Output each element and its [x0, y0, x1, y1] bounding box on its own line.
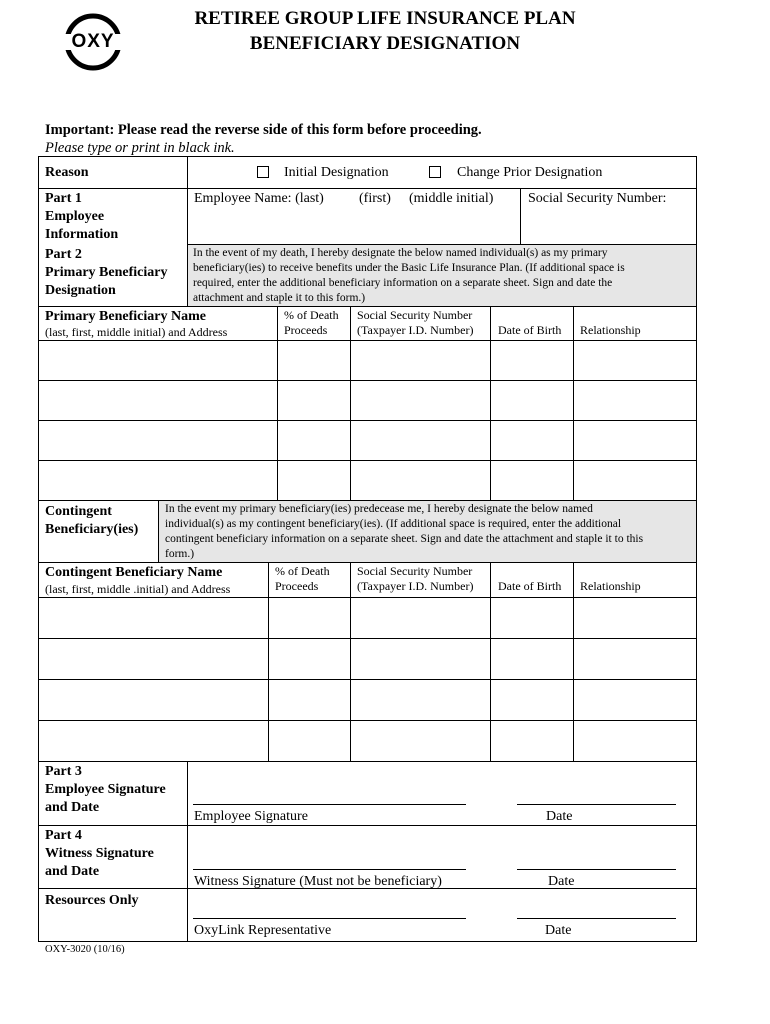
form-number: OXY-3020 (10/16)	[45, 944, 125, 955]
part2-text-line2: beneficiary(ies) to receive benefits under the Basic Life Insurance Plan. (If additional space is	[193, 262, 625, 274]
part4-label-line2: Witness Signature	[45, 846, 154, 861]
witness-signature-line[interactable]	[193, 869, 466, 870]
change-designation-checkbox[interactable]	[429, 166, 441, 178]
primary-name-subheader: (last, first, middle initial) and Address	[45, 325, 228, 339]
resources-only-label: Resources Only	[45, 893, 139, 908]
part2-text-line1: In the event of my death, I hereby designate the below named individual(s) as my primary	[193, 247, 608, 259]
part3-label: Part 3	[45, 764, 82, 779]
part2-text-line3: required, enter the additional beneficiary information on a separate sheet. Sign and date the	[193, 277, 613, 289]
part1-label: Part 1	[45, 191, 82, 206]
employee-name-field[interactable]	[190, 208, 518, 242]
contingent-dob-header: Date of Birth	[498, 579, 562, 593]
part2-label: Part 2	[45, 247, 82, 262]
part4-label-line3: and Date	[45, 864, 100, 879]
contingent-ssn-header-line2: (Taxpayer I.D. Number)	[357, 579, 474, 593]
initial-designation-label: Initial Designation	[284, 165, 389, 180]
witness-date-label: Date	[548, 874, 575, 889]
representative-date-line[interactable]	[517, 918, 676, 919]
employee-ssn-label: Social Security Number:	[528, 191, 667, 206]
part1-label-line3: Information	[45, 227, 119, 242]
reason-label: Reason	[45, 165, 89, 180]
part3-label-line3: and Date	[45, 800, 100, 815]
witness-signature-label: Witness Signature (Must not be beneficiary)	[194, 874, 442, 889]
primary-ssn-header-line2: (Taxpayer I.D. Number)	[357, 323, 474, 337]
part2-text-line4: attachment and staple it to this form.)	[193, 292, 366, 304]
contingent-pct-header-line2: Proceeds	[275, 579, 319, 593]
primary-beneficiary-row-3[interactable]	[39, 421, 696, 460]
witness-date-line[interactable]	[517, 869, 676, 870]
contingent-beneficiary-row-4[interactable]	[39, 721, 696, 761]
employee-date-line[interactable]	[517, 804, 676, 805]
contingent-pct-header: % of Death	[275, 564, 330, 578]
primary-beneficiary-row-2[interactable]	[39, 381, 696, 420]
initial-designation-checkbox[interactable]	[257, 166, 269, 178]
contingent-beneficiary-row-1[interactable]	[39, 598, 696, 638]
contingent-text-line4: form.)	[165, 548, 195, 560]
part4-label: Part 4	[45, 828, 82, 843]
employee-signature-label: Employee Signature	[194, 809, 308, 824]
employee-date-label: Date	[546, 809, 573, 824]
contingent-name-subheader: (last, first, middle .initial) and Address	[45, 582, 231, 596]
representative-signature-line[interactable]	[193, 918, 466, 919]
contingent-text-line3: contingent beneficiary information on a separate sheet. Sign and date the attachment and staple it to this	[165, 533, 644, 545]
change-designation-label: Change Prior Designation	[457, 165, 603, 180]
contingent-label-line2: Beneficiary(ies)	[45, 522, 139, 537]
employee-name-first-label: (first)	[359, 191, 391, 206]
contingent-rel-header: Relationship	[580, 579, 641, 593]
form-title-line1: RETIREE GROUP LIFE INSURANCE PLAN	[194, 8, 576, 29]
part3-label-line2: Employee Signature	[45, 782, 166, 797]
contingent-label: Contingent	[45, 504, 112, 519]
primary-beneficiary-row-4[interactable]	[39, 461, 696, 500]
representative-signature-label: OxyLink Representative	[194, 923, 332, 938]
primary-rel-header: Relationship	[580, 323, 641, 337]
form-title-line2: BENEFICIARY DESIGNATION	[249, 33, 521, 54]
primary-name-header: Primary Beneficiary Name	[45, 309, 206, 324]
primary-pct-header-line2: Proceeds	[284, 323, 328, 337]
employee-signature-line[interactable]	[193, 804, 466, 805]
part1-label-line2: Employee	[45, 209, 105, 224]
primary-pct-header: % of Death	[284, 308, 339, 322]
contingent-name-header: Contingent Beneficiary Name	[45, 565, 223, 580]
primary-ssn-header: Social Security Number	[357, 308, 473, 322]
part2-label-line2: Primary Beneficiary	[45, 265, 168, 280]
contingent-beneficiary-row-3[interactable]	[39, 680, 696, 720]
contingent-text-line2: individual(s) as my contingent beneficiary(ies). (If additional space is required, enter the additional	[165, 518, 622, 530]
primary-dob-header: Date of Birth	[498, 323, 562, 337]
primary-beneficiary-row-1[interactable]	[39, 341, 696, 380]
representative-date-label: Date	[545, 923, 572, 938]
contingent-beneficiary-row-2[interactable]	[39, 639, 696, 679]
employee-ssn-field[interactable]	[523, 208, 694, 242]
important-note: Important: Please read the reverse side of this form before proceeding.	[45, 122, 482, 138]
logo-text: OXY	[71, 31, 115, 52]
employee-name-middle-label: (middle initial)	[409, 191, 494, 206]
employee-name-last-label: Employee Name: (last)	[194, 191, 324, 206]
part2-label-line3: Designation	[45, 283, 116, 298]
contingent-text-line1: In the event my primary beneficiary(ies) predecease me, I hereby designate the below named	[165, 503, 593, 515]
ink-instruction: Please type or print in black ink.	[45, 140, 235, 156]
contingent-ssn-header: Social Security Number	[357, 564, 473, 578]
